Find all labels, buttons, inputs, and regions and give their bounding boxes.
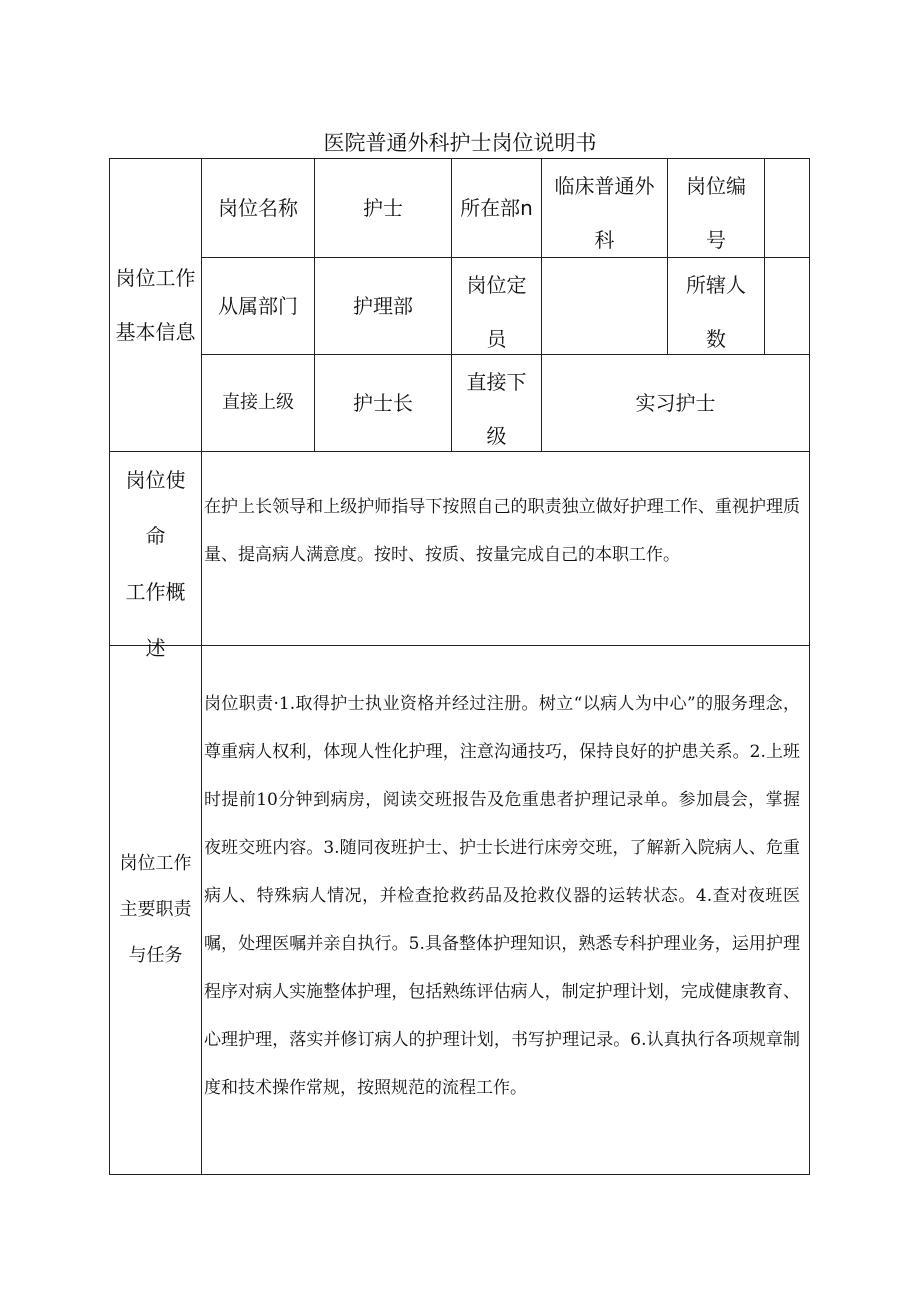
post-name-label: 岗位名称 [218,196,298,220]
subordinates-count-value [765,258,809,354]
department-label: 所在部n [460,196,533,220]
direct-subordinate-label: 直接下 级 [466,370,527,448]
post-name-value: 护士 [363,196,403,220]
direct-subordinate-value: 实习护士 [635,391,716,415]
staffing-value [542,258,667,354]
staffing-label: 岗位定 员 [466,273,527,351]
mission-label: 岗位使 命 工作概 述 [125,468,186,660]
document-title: 医院普通外科护士岗位说明书 [323,131,597,155]
affiliation-label: 从属部门 [218,294,298,318]
affiliation-value: 护理部 [353,294,413,318]
duties-label: 岗位工作 主要职责 与任务 [119,853,192,966]
superior-label: 直接上级 [222,392,294,413]
post-code-value [765,159,809,257]
basic-info-label: 岗位工作 基本信息 [115,266,196,344]
duties-text: 岗位职责·1.取得护士执业资格并经过注册。树立“以病人为中心”的服务理念，尊重病人权利，体现人性化护理，注意沟通技巧，保持良好的护患关系。2.上班时提前10分钟到病房，阅读交班报告及危重患者护理记录单。参加晨会，掌握夜班交班内容。3.随同夜班护士、护士长进行床旁交班，了解新入院病人、危重病人、特殊病人情况，并检查抢救药品及抢救仪器的运转状态。4.查对夜班医嘱，处理医嘱并亲自执行。5.具备整体护理知识，熟悉专科护理业务，运用护理程序对病人实施整体护理，包括熟练评估病人，制定护理计划，完成健康教育、心理护理，落实并修订病人的护理计划，书写护理记录。6.认真执行各项规章制度和技术操作常规，按照规范的流程工作。 [204,694,800,1098]
subordinates-count-label: 所辖人 数 [686,273,746,351]
post-code-label: 岗位编 号 [686,174,746,252]
mission-text: 在护上长领导和上级护师指导下按照自己的职责独立做好护理工作、重视护理质量、提高病人满意度。按时、按质、按量完成自己的本职工作。 [204,497,800,565]
department-value: 临床普通外 科 [554,174,655,252]
superior-value: 护士长 [353,391,413,415]
